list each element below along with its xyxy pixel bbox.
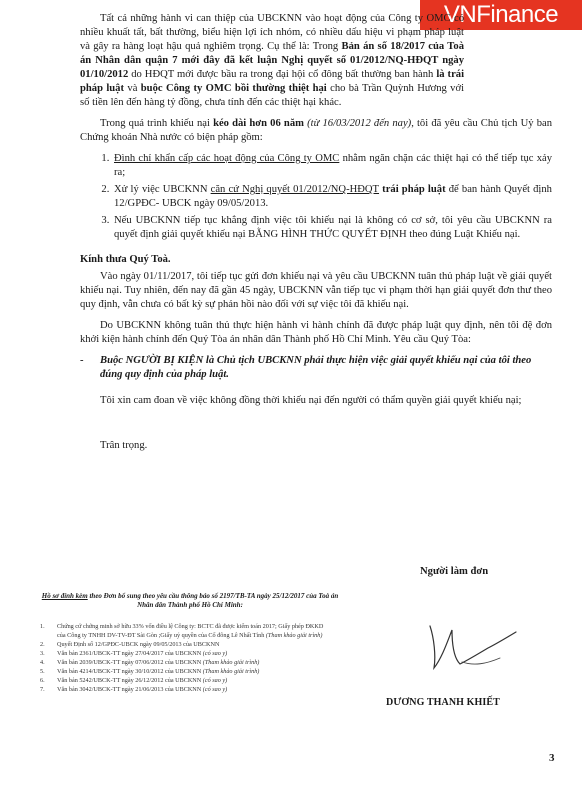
item-note: (Tham khảo giải trình) xyxy=(202,668,260,675)
vnfinance-logo: VNFinance xyxy=(420,0,582,30)
date-range-text: (từ 16/03/2012 đến nay) xyxy=(303,118,412,129)
paragraph-omc-violations xyxy=(80,12,552,110)
text-run: Văn bản 2361/UBCK-TT ngày 27/04/2017 của UBCKNN xyxy=(57,650,202,657)
text-run: Văn bản 4214/UBCK-TT ngày 30/10/2012 của UBCKNN xyxy=(57,668,202,675)
paragraph-commitment: Tôi xin cam đoan về việc không đồng thời khiếu nại đến người có thẩm quyền giải quyết khiếu nại; xyxy=(100,395,522,406)
illegal-text: là trái pháp luật xyxy=(80,69,465,94)
text-run: Quyết Định số 12/GPĐC-UBCK ngày 09/05/2013 của UBCKNN xyxy=(57,641,220,648)
request-list xyxy=(112,152,552,242)
request-item-3: 3. Nếu UBCKNN tiếp tục khẳng định việc tôi khiếu nại là không có cơ sở, tôi yêu cầu UBCKNN ra quyết định giải quyết khiếu nại BẰNG HÌNH THỨC QUYẾT ĐỊNH theo đúng Luật Khiếu nại. xyxy=(112,214,552,242)
salutation: Kính thưa Quý Toà. xyxy=(80,254,171,265)
attachments-title xyxy=(40,592,340,610)
attachment-item xyxy=(40,667,330,676)
closing: Trân trọng. xyxy=(100,440,148,451)
text-run: nhằm ngăn chặn các thiệt hại có thể tiếp tục xảy ra; xyxy=(114,153,552,178)
text-run: Văn bản 2039/UBCK-TT ngày 07/06/2012 của UBCKNN xyxy=(57,659,202,666)
signer-name: DƯƠNG THANH KHIẾT xyxy=(386,697,500,708)
petitioner-label: Người làm đơn xyxy=(420,566,489,577)
text-run: Văn bản 3042/UBCK-TT ngày 21/06/2013 của UBCKNN xyxy=(57,686,202,693)
demand-text: Buộc NGƯỜI BỊ KIỆN là Chủ tịch UBCKNN phải thực hiện việc giải quyết khiếu nại của tôi theo đúng quy định của pháp luật. xyxy=(100,355,532,380)
attachment-item xyxy=(40,658,330,667)
text-run: Trong quá trình khiếu nại xyxy=(100,118,214,129)
attachment-item xyxy=(40,649,330,658)
attachment-item xyxy=(40,640,330,649)
text-run: Tất cả những hành vi can thiệp của UBCKNN vào hoạt động của Công ty OMC có nhiều khuất tất, bất thường, biểu hiện lợi ích nhóm, có nhiều dấu hiệu vi phạm pháp luật và gây ra hàng loạt hậu quả nghiêm trọng. Cụ thể là: Trong xyxy=(80,13,464,52)
text-run: do HĐQT mới được bầu ra trong đại hội cổ đông bất thường ban hành xyxy=(128,69,437,80)
item-text xyxy=(57,649,330,658)
item-number: 1. xyxy=(40,623,45,630)
item-note: (có sao y) xyxy=(202,650,228,657)
attachment-item xyxy=(40,622,330,640)
request-item-1 xyxy=(112,152,552,180)
text-run: theo Đơn bổ sung theo yêu cầu thông báo số 2197/TB-TA ngày 25/12/2017 của Toà án Nhân dân Thành phố Hồ Chí Minh: xyxy=(87,592,339,609)
item-number: 5. xyxy=(40,668,45,675)
paragraph-complaint-duration xyxy=(80,117,552,145)
item-note: (Tham khảo giải trình) xyxy=(202,659,260,666)
attachments-list xyxy=(40,622,330,694)
demand-item xyxy=(80,354,552,382)
text-run: và xyxy=(124,83,141,94)
item-text xyxy=(57,667,330,676)
page-number: 3 xyxy=(549,752,555,764)
item-text xyxy=(57,658,330,667)
text-run: trái pháp luật xyxy=(379,184,446,195)
text-run: Đình chỉ khẩn cấp các hoạt động của Công ty OMC xyxy=(114,153,340,164)
item-text xyxy=(57,640,330,649)
item-text xyxy=(57,676,330,685)
duration-text: kéo dài hơn 06 năm xyxy=(213,118,304,129)
item-number: 2. xyxy=(40,641,45,648)
court-ruling-text: Bản án số 18/2017 của Toà án Nhân dân quận 7 mới đây đã kết luận Nghị quyết số 01/2012/NQ-HĐQT ngày 01/10/2012 xyxy=(80,41,464,80)
request-item-2 xyxy=(112,183,552,211)
item-number: 4. xyxy=(40,659,45,666)
text-run: Chứng cứ chứng minh sở hữu 33% vốn điều lệ Công ty: BCTC đã được kiểm toán 2017; Giấy phép ĐKKD của Công ty TNHH DV-TV-ĐT Sài Gòn ;Giấy uỷ quyền của Cổ đông Lê Nhất Tỉnh xyxy=(57,623,324,639)
item-number: 7. xyxy=(40,686,45,693)
item-note: (có sao y) xyxy=(202,686,228,693)
text-run: Xử lý việc UBCKNN xyxy=(114,184,211,195)
attachment-item xyxy=(40,685,330,694)
signature-image xyxy=(422,618,522,678)
paragraph-new-complaint: Vào ngày 01/11/2017, tôi tiếp tục gửi đơn khiếu nại và yêu cầu UBCKNN tuân thủ pháp luật về giải quyết khiếu nại. Tuy nhiên, đến nay đã gần 45 ngày, UBCKNN vẫn tiếp tục vi phạm thời hạn giải quyết đơn thư theo quy định, vẫn chưa có bất kỳ sự phản hồi nào đối với sự việc tôi đã khiếu nại. xyxy=(80,271,552,310)
text-run: để ban hành Quyết định 12/GPĐC- UBCK ngày 09/05/2013. xyxy=(114,184,552,209)
item-text xyxy=(57,685,330,694)
document-body xyxy=(80,12,552,451)
item-text xyxy=(57,622,330,640)
text-run: cho bà Trần Quỳnh Hương với số tiền lên đến hàng tỷ đồng, chưa tính đến các thiệt hại khác. xyxy=(80,83,465,108)
compensation-text: buộc Công ty OMC bồi thường thiệt hại xyxy=(140,83,327,94)
text-run: Hồ sơ đính kèm xyxy=(41,592,88,600)
item-number: 6. xyxy=(40,677,45,684)
item-note: (có sao y) xyxy=(202,677,228,684)
text-run: Văn bản 5242/UBCK-TT ngày 26/12/2012 của UBCKNN xyxy=(57,677,202,684)
text-run: , tôi đã yêu cầu Chủ tịch Uỷ ban Chứng khoán Nhà nước có biện pháp gồm: xyxy=(80,118,553,143)
item-note: (Tham khảo giải trình) xyxy=(265,632,323,639)
item-number: 3. xyxy=(40,650,45,657)
paragraph-lawsuit: Do UBCKNN không tuân thủ thực hiện hành vi hành chính đã được pháp luật quy định, nên tôi đệ đơn khởi kiện hành chính đến Quý Tòa án nhân dân Thành phố Hồ Chí Minh. Yêu cầu Quý Tòa: xyxy=(80,320,552,345)
text-run: căn cứ Nghị quyết 01/2012/NQ-HĐQT xyxy=(210,184,380,195)
attachment-item xyxy=(40,676,330,685)
dash-bullet: - xyxy=(80,355,84,366)
